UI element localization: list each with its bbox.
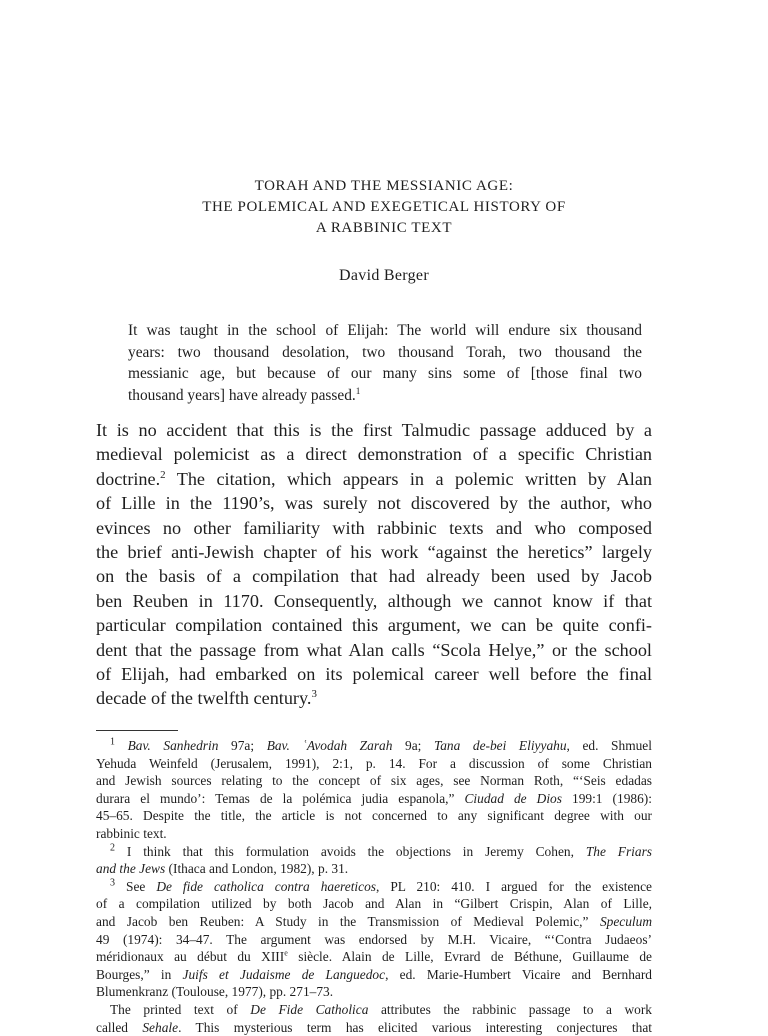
footnote-line: called Sehale. This mysterious term has elicited various interesting conjectures that [96, 1019, 652, 1036]
footnote-separator [96, 730, 178, 731]
body-line: the brief anti-Jewish chapter of his work “against the heretics” largely [96, 540, 652, 564]
footnote-line: Blumenkranz (Toulouse, 1977), pp. 271–73. [96, 983, 652, 1001]
body-line: on the basis of a compilation that had already been used by Jacob [96, 564, 652, 588]
footnote-2: $^2$ I think that this formulation avoids the objections in Jeremy Cohen, The Friars [96, 843, 652, 861]
epigraph [128, 320, 642, 406]
body-line: evinces no other familiarity with rabbinic texts and who composed [96, 516, 652, 540]
footnote-line: and Jacob ben Reuben: A Study in the Transmission of Medieval Polemic,” Speculum [96, 913, 652, 931]
body-line: of Elijah, had embarked on its polemical career well before the final [96, 662, 652, 686]
footnote-ref-3[interactable]: 3 [311, 688, 316, 700]
footnotes [96, 737, 652, 1036]
footnote-ref-2[interactable]: 2 [160, 469, 165, 481]
body-line: ben Reuben in 1170. Consequently, although we cannot know if that [96, 589, 652, 613]
footnote-line: 49 (1974): 34–47. The argument was endorsed by M.H. Vicaire, “‘Contra Judaeos’ [96, 931, 652, 949]
footnote-line: Bourges,” in Juifs et Judaisme de Languedoc, ed. Marie-Humbert Vicaire and Bernhard [96, 966, 652, 984]
footnote-ref-1[interactable]: 1 [356, 385, 361, 395]
body-line: It is no accident that this is the first Talmudic passage adduced by a [96, 418, 652, 442]
body-line: of Lille in the 1190’s, was surely not discovered by the author, who [96, 491, 652, 515]
epigraph-line: It was taught in the school of Elijah: The world will endure six thousand [128, 320, 642, 342]
footnote-line: and the Jews (Ithaca and London, 1982), p. 31. [96, 860, 652, 878]
article-title [100, 176, 668, 239]
epigraph-line: years: two thousand desolation, two thousand Torah, two thousand the [128, 342, 642, 364]
body-line: dent that the passage from what Alan calls “Scola Helye,” or the school [96, 638, 652, 662]
footnote-1: $^1$ Bav. Sanhedrin 97a; Bav. ʿAvodah Zarah 9a; Tana de-bei Eliyyahu, ed. Shmuel [96, 737, 652, 755]
epigraph-line: thousand years] have already passed.$^1$ [128, 385, 642, 407]
body-line: decade of the twelfth century.$^3$ [96, 686, 652, 710]
footnote-line: and Jewish sources relating to the concept of six ages, see Norman Roth, “‘Seis edadas [96, 772, 652, 790]
title-line-2: THE POLEMICAL AND EXEGETICAL HISTORY OF [100, 197, 668, 218]
title-line-3: A RABBINIC TEXT [100, 218, 668, 239]
body-line: doctrine.$^2$ The citation, which appears in a polemic written by Alan [96, 467, 652, 491]
footnote-line: rabbinic text. [96, 825, 652, 843]
body-paragraph [96, 418, 652, 711]
footnote-line: The printed text of De Fide Catholica attributes the rabbinic passage to a work [96, 1001, 652, 1019]
body-line: medieval polemicist as a direct demonstration of a specific Christian [96, 442, 652, 466]
footnote-line: méridionaux au début du XIIIe siècle. Alain de Lille, Evrard de Béthune, Guillaume de [96, 948, 652, 966]
body-line: particular compilation contained this argument, we can be quite confi- [96, 613, 652, 637]
title-line-1: TORAH AND THE MESSIANIC AGE: [100, 176, 668, 197]
footnote-line: 45–65. Despite the title, the article is not concerned to any significant degree with our [96, 807, 652, 825]
footnote-line: of a compilation utilized by both Jacob and Alan in “Gilbert Crispin, Alan of Lille, [96, 895, 652, 913]
footnote-3: $^3$ See De fide catholica contra haereticos, PL 210: 410. I argued for the existence [96, 878, 652, 896]
footnote-line: Yehuda Weinfeld (Jerusalem, 1991), 2:1, p. 14. For a discussion of some Christian [96, 755, 652, 773]
epigraph-line: messianic age, but because of our many sins some of [those final two [128, 363, 642, 385]
author-name: David Berger [100, 267, 668, 285]
footnote-line: durara el mundo’: Temas de la polémica judia espanola,” Ciudad de Dios 199:1 (1986): [96, 790, 652, 808]
